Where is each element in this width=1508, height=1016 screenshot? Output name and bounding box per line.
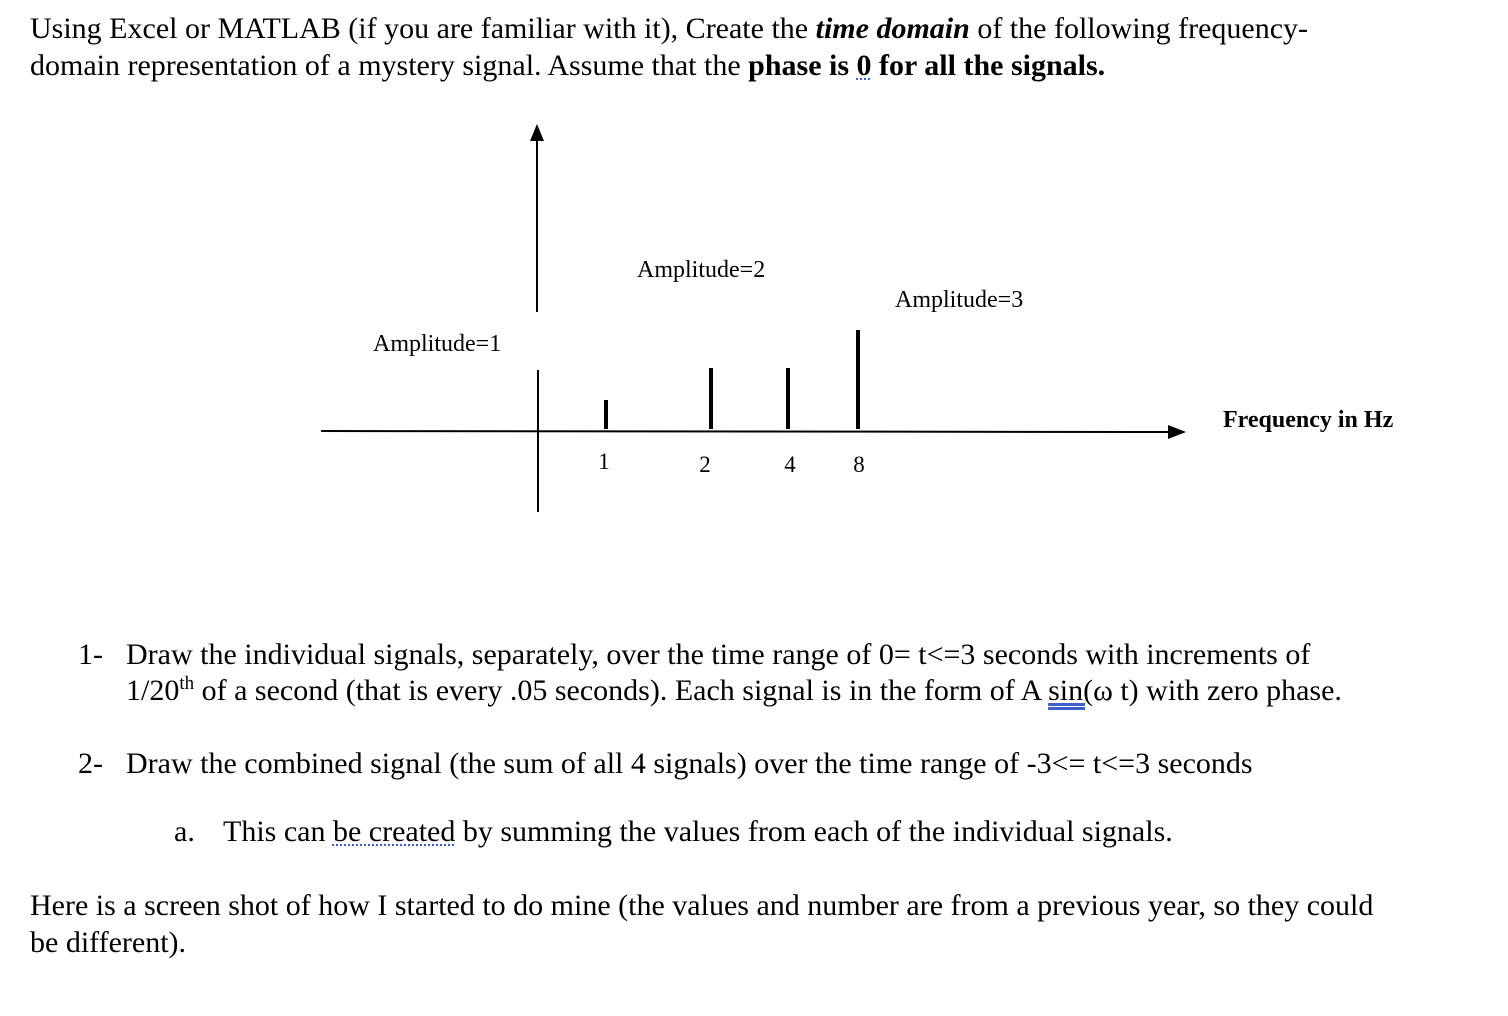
- subitem-a-label: a.: [174, 815, 195, 848]
- intro-bold-rest: for all the signals.: [871, 49, 1106, 82]
- question-1-line-2: [126, 673, 1342, 709]
- q1-superscript: th: [179, 673, 195, 694]
- y-axis-arrow: [530, 124, 544, 141]
- subitem-a-text: [223, 814, 1173, 850]
- x-axis: [321, 431, 1172, 432]
- annotation-amplitude-2: Amplitude=2: [637, 257, 766, 283]
- stem-group: [606, 330, 858, 429]
- intro-text-1: Using Excel or MATLAB (if you are familiar with it), Create the: [30, 12, 816, 45]
- outro-line-2: be different).: [30, 926, 187, 959]
- outro-line-1: Here is a screen shot of how I started to do mine (the values and number are from a previous year, so they could: [30, 889, 1374, 922]
- q1-text-end: ω t) with zero phase.: [1093, 674, 1342, 707]
- question-1-number: 1-: [78, 638, 103, 671]
- subitem-text-post: by summing the values from each of the individual signals.: [455, 815, 1173, 848]
- intro-text-3: domain representation of a mystery signal. Assume that the: [30, 49, 749, 82]
- intro-bold-phase-text: phase is: [748, 49, 857, 82]
- x-axis-label: Frequency in Hz: [1223, 407, 1394, 433]
- outro-paragraph: [30, 887, 1373, 961]
- intro-emphasis-time-domain: time domain: [815, 12, 970, 45]
- intro-text-2: of the following frequency-: [969, 12, 1309, 45]
- q1-sin-underlined: sin(: [1048, 674, 1094, 707]
- question-2-number: 2-: [78, 747, 103, 780]
- tick-label-4: 4: [784, 452, 796, 477]
- question-2-line-1: Draw the combined signal (the sum of all 4 signals) over the time range of -3<= t<=3 seconds: [126, 747, 1253, 780]
- tick-label-group: [598, 449, 865, 477]
- tick-label-1: 1: [598, 449, 610, 474]
- tick-label-2: 2: [699, 452, 711, 477]
- question-1-line-1: Draw the individual signals, separately, over the time range of 0= t<=3 seconds with increments of: [126, 638, 1311, 671]
- subitem-underlined-phrase: be created: [332, 815, 456, 848]
- x-axis-arrow: [1168, 425, 1186, 439]
- subitem-text-pre: This can: [223, 815, 333, 848]
- tick-label-8: 8: [853, 452, 865, 477]
- annotation-amplitude-3: Amplitude=3: [895, 287, 1024, 313]
- q1-fraction: 1/20: [126, 674, 180, 707]
- annotation-amplitude-1: Amplitude=1: [373, 331, 502, 357]
- intro-bold-zero: 0: [856, 49, 872, 82]
- q1-text-mid: of a second (that is every .05 seconds). Each signal is in the form of A: [194, 674, 1049, 707]
